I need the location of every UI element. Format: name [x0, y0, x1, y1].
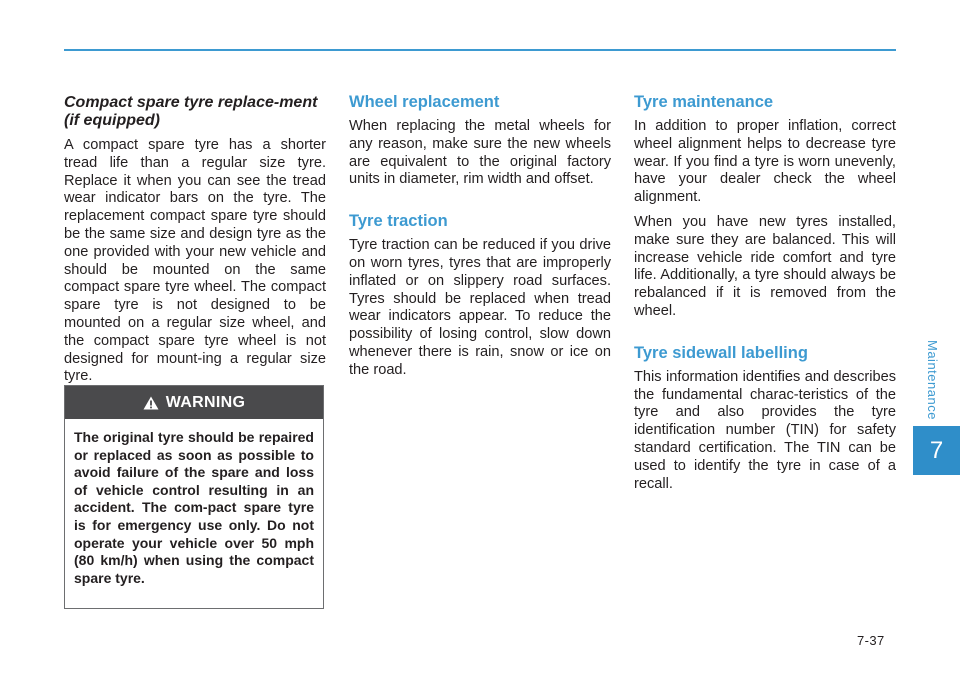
column-3 [634, 92, 896, 500]
chapter-tab: 7 [913, 426, 960, 475]
section-heading-tyre-maintenance: Tyre maintenance [634, 93, 774, 111]
column-2 [349, 92, 611, 387]
header-rule [64, 49, 896, 51]
warning-title: WARNING [165, 393, 246, 411]
paragraph-sidewall-labelling: This information identifies and describes the fundamental charac-teristics of the tyre and also provides the tyre identification number (TIN) for safety standard certification. The TIN can be used to identify the tyre in case of a recall. [634, 368, 896, 492]
section-heading-sidewall-labelling: Tyre sidewall labelling [634, 343, 808, 362]
column-1 [64, 92, 326, 393]
section-heading-compact-spare: Compact spare tyre replace-ment (if equipped) [64, 94, 318, 129]
section-heading-wheel-replacement: Wheel replacement [349, 93, 500, 111]
paragraph-tyre-maintenance-1: In addition to proper inflation, correct wheel alignment helps to decrease tyre wear. If you find a tyre is worn unevenly, have your dealer check the wheel alignment. [634, 118, 896, 206]
warning-triangle-icon [143, 396, 159, 410]
section-heading-tyre-traction: Tyre traction [349, 212, 448, 231]
section-side-label: Maintenance [925, 340, 940, 420]
paragraph-tyre-traction: Tyre traction can be reduced if you drive on worn tyres, tyres that are improperly inflated or on slippery road surfaces. Tyres should be replaced when tread wear indicators appear. To reduce the possibility of losing control, slow down whenever there is rain, snow or ice on the road. [349, 237, 611, 378]
paragraph-compact-spare: A compact spare tyre has a shorter tread life than a regular size tyre. Replace it when you can see the tread wear indicator bars on the tyre. The replacement compact spare tyre should be the same size and design tyre as the one provided with your new vehicle and should be mounted on the same compact spare tyre wheel. The compact spare tyre is not designed to be mounted on a regular size wheel, and the compact spare tyre wheel is not designed for mount-ing a regular size tyre. [64, 137, 326, 385]
paragraph-tyre-maintenance-2: When you have new tyres installed, make sure they are balanced. This will increase vehicle ride comfort and tyre life. Additionally, a tyre should always be rebalanced if it is removed from the wheel. [634, 213, 896, 319]
warning-box [64, 385, 324, 609]
paragraph-wheel-replacement: When replacing the metal wheels for any reason, make sure the new wheels are equivalent to the original factory units in diameter, rim width and offset. [349, 118, 611, 188]
warning-text: The original tyre should be repaired or replaced as soon as possible to avoid failure of the spare and loss of vehicle control resulting in an accident. The com-pact spare tyre is for emergency use only. Do not operate your vehicle over 50 mph (80 km/h) when using the compact spare tyre. [74, 429, 314, 586]
warning-header [65, 386, 323, 419]
page-number: 7-37 [857, 633, 885, 648]
